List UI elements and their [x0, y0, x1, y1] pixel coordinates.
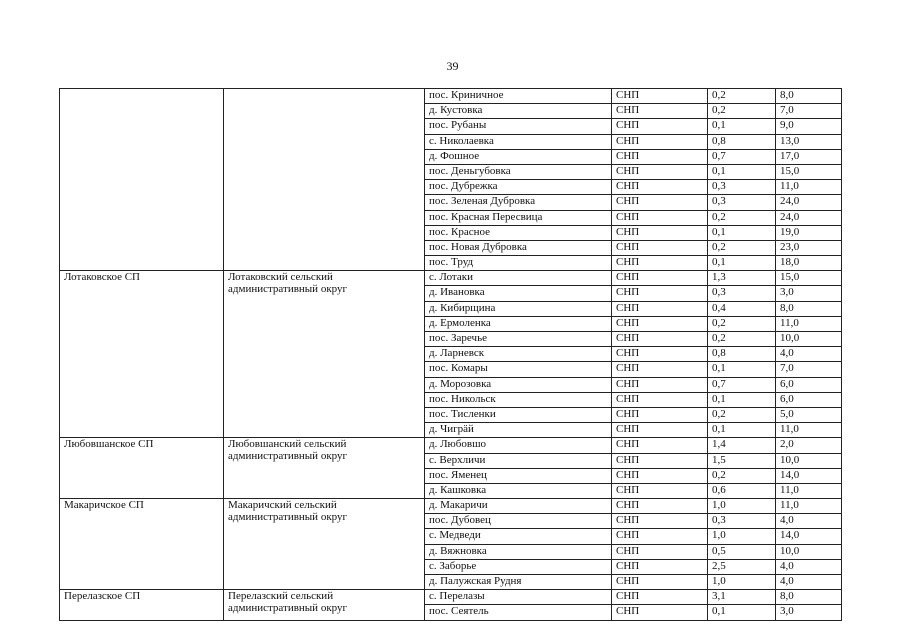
settlement-cell: Макаричское СП — [60, 499, 224, 590]
value-b-cell: 3,0 — [776, 605, 842, 620]
value-a-cell: 0,7 — [708, 149, 776, 164]
type-cell: СНП — [612, 149, 708, 164]
locality-cell: д. Кашковка — [425, 483, 612, 498]
value-a-cell: 0,7 — [708, 377, 776, 392]
district-cell — [224, 499, 425, 590]
value-b-cell: 15,0 — [776, 271, 842, 286]
type-cell: СНП — [612, 468, 708, 483]
type-cell: СНП — [612, 575, 708, 590]
settlement-cell: Перелазское СП — [60, 590, 224, 620]
value-a-cell: 0,1 — [708, 225, 776, 240]
type-cell: СНП — [612, 423, 708, 438]
value-b-cell: 8,0 — [776, 301, 842, 316]
value-a-cell: 1,0 — [708, 529, 776, 544]
value-a-cell: 0,2 — [708, 104, 776, 119]
value-a-cell: 0,8 — [708, 134, 776, 149]
locality-cell: с. Перелазы — [425, 590, 612, 605]
value-a-cell: 0,2 — [708, 407, 776, 422]
value-a-cell: 0,3 — [708, 286, 776, 301]
value-b-cell: 19,0 — [776, 225, 842, 240]
locality-cell: д. Любовшо — [425, 438, 612, 453]
locality-cell: д. Чигрäй — [425, 423, 612, 438]
value-b-cell: 3,0 — [776, 286, 842, 301]
type-cell: СНП — [612, 89, 708, 104]
type-cell: СНП — [612, 225, 708, 240]
value-b-cell: 10,0 — [776, 453, 842, 468]
district-line: Любовшанский сельский — [228, 438, 347, 451]
value-a-cell: 0,2 — [708, 316, 776, 331]
district-line: административный округ — [228, 450, 348, 463]
value-b-cell: 23,0 — [776, 240, 842, 255]
district-line: административный округ — [228, 511, 348, 524]
value-b-cell: 4,0 — [776, 347, 842, 362]
locality-cell: пос. Яменец — [425, 468, 612, 483]
value-a-cell: 0,8 — [708, 347, 776, 362]
value-b-cell: 24,0 — [776, 195, 842, 210]
value-a-cell: 0,1 — [708, 423, 776, 438]
locality-cell: пос. Дубовец — [425, 514, 612, 529]
locality-cell: пос. Красное — [425, 225, 612, 240]
value-b-cell: 7,0 — [776, 362, 842, 377]
settlements-table — [59, 88, 842, 621]
value-b-cell: 9,0 — [776, 119, 842, 134]
locality-cell: д. Ивановка — [425, 286, 612, 301]
value-a-cell: 0,3 — [708, 180, 776, 195]
district-cell — [224, 271, 425, 438]
value-b-cell: 8,0 — [776, 590, 842, 605]
value-a-cell: 3,1 — [708, 590, 776, 605]
locality-cell: д. Фошное — [425, 149, 612, 164]
type-cell: СНП — [612, 529, 708, 544]
value-a-cell: 0,3 — [708, 195, 776, 210]
locality-cell: д. Ермоленка — [425, 316, 612, 331]
district-line: административный округ — [228, 283, 348, 296]
locality-cell: д. Макаричи — [425, 499, 612, 514]
locality-cell: д. Кустовка — [425, 104, 612, 119]
value-a-cell: 0,2 — [708, 89, 776, 104]
value-b-cell: 18,0 — [776, 256, 842, 271]
locality-cell: пос. Криничное — [425, 89, 612, 104]
value-a-cell: 0,1 — [708, 119, 776, 134]
district-line: административный округ — [228, 602, 348, 615]
district-line: Макаричский сельский — [228, 499, 337, 512]
type-cell: СНП — [612, 559, 708, 574]
locality-cell: с. Лотаки — [425, 271, 612, 286]
value-b-cell: 10,0 — [776, 332, 842, 347]
value-a-cell: 0,4 — [708, 301, 776, 316]
settlement-cell: Лотаковское СП — [60, 271, 224, 438]
value-b-cell: 11,0 — [776, 423, 842, 438]
value-b-cell: 4,0 — [776, 514, 842, 529]
value-b-cell: 4,0 — [776, 575, 842, 590]
type-cell: СНП — [612, 164, 708, 179]
type-cell: СНП — [612, 377, 708, 392]
value-a-cell: 0,1 — [708, 256, 776, 271]
district-line: Перелазский сельский — [228, 590, 334, 603]
value-b-cell: 7,0 — [776, 104, 842, 119]
type-cell: СНП — [612, 347, 708, 362]
locality-cell: с. Заборье — [425, 559, 612, 574]
value-b-cell: 11,0 — [776, 316, 842, 331]
value-a-cell: 1,0 — [708, 575, 776, 590]
locality-cell: д. Вяжновка — [425, 544, 612, 559]
type-cell: СНП — [612, 407, 708, 422]
table-row — [60, 271, 842, 286]
type-cell: СНП — [612, 590, 708, 605]
locality-cell: д. Кибирщина — [425, 301, 612, 316]
value-a-cell: 0,2 — [708, 332, 776, 347]
type-cell: СНП — [612, 180, 708, 195]
value-b-cell: 14,0 — [776, 529, 842, 544]
locality-cell: д. Палужская Рудня — [425, 575, 612, 590]
value-b-cell: 24,0 — [776, 210, 842, 225]
value-b-cell: 6,0 — [776, 377, 842, 392]
type-cell: СНП — [612, 316, 708, 331]
type-cell: СНП — [612, 240, 708, 255]
value-b-cell: 2,0 — [776, 438, 842, 453]
value-a-cell: 0,2 — [708, 468, 776, 483]
value-a-cell: 1,5 — [708, 453, 776, 468]
locality-cell: с. Верхличи — [425, 453, 612, 468]
value-b-cell: 10,0 — [776, 544, 842, 559]
locality-cell: пос. Дубрежка — [425, 180, 612, 195]
locality-cell: пос. Сеятель — [425, 605, 612, 620]
locality-cell: пос. Красная Пересвица — [425, 210, 612, 225]
locality-cell: с. Медведи — [425, 529, 612, 544]
type-cell: СНП — [612, 271, 708, 286]
table-row — [60, 438, 842, 453]
type-cell: СНП — [612, 256, 708, 271]
locality-cell: пос. Комары — [425, 362, 612, 377]
type-cell: СНП — [612, 195, 708, 210]
value-a-cell: 0,2 — [708, 210, 776, 225]
value-b-cell: 13,0 — [776, 134, 842, 149]
value-b-cell: 15,0 — [776, 164, 842, 179]
type-cell: СНП — [612, 119, 708, 134]
locality-cell: пос. Тисленки — [425, 407, 612, 422]
locality-cell: пос. Заречье — [425, 332, 612, 347]
value-a-cell: 0,6 — [708, 483, 776, 498]
value-a-cell: 1,4 — [708, 438, 776, 453]
value-a-cell: 2,5 — [708, 559, 776, 574]
type-cell: СНП — [612, 483, 708, 498]
value-a-cell: 1,3 — [708, 271, 776, 286]
type-cell: СНП — [612, 286, 708, 301]
type-cell: СНП — [612, 544, 708, 559]
type-cell: СНП — [612, 499, 708, 514]
value-b-cell: 11,0 — [776, 180, 842, 195]
value-b-cell: 6,0 — [776, 392, 842, 407]
value-b-cell: 17,0 — [776, 149, 842, 164]
value-b-cell: 11,0 — [776, 499, 842, 514]
locality-cell: пос. Никольск — [425, 392, 612, 407]
type-cell: СНП — [612, 301, 708, 316]
type-cell: СНП — [612, 453, 708, 468]
type-cell: СНП — [612, 362, 708, 377]
locality-cell: пос. Рубаны — [425, 119, 612, 134]
value-a-cell: 0,1 — [708, 362, 776, 377]
district-cell — [224, 438, 425, 499]
settlement-cell — [60, 89, 224, 271]
type-cell: СНП — [612, 332, 708, 347]
locality-cell: пос. Труд — [425, 256, 612, 271]
table-row — [60, 590, 842, 605]
value-b-cell: 11,0 — [776, 483, 842, 498]
page-number: 39 — [446, 59, 459, 73]
district-line: Лотаковский сельский — [228, 271, 333, 284]
value-a-cell: 0,5 — [708, 544, 776, 559]
value-b-cell: 8,0 — [776, 89, 842, 104]
value-b-cell: 14,0 — [776, 468, 842, 483]
type-cell: СНП — [612, 514, 708, 529]
locality-cell: с. Николаевка — [425, 134, 612, 149]
value-a-cell: 0,1 — [708, 164, 776, 179]
value-b-cell: 4,0 — [776, 559, 842, 574]
value-a-cell: 0,1 — [708, 392, 776, 407]
locality-cell: д. Морозовка — [425, 377, 612, 392]
value-b-cell: 5,0 — [776, 407, 842, 422]
value-a-cell: 0,3 — [708, 514, 776, 529]
table-row — [60, 89, 842, 104]
locality-cell: пос. Зеленая Дубровка — [425, 195, 612, 210]
type-cell: СНП — [612, 210, 708, 225]
district-cell — [224, 590, 425, 620]
type-cell: СНП — [612, 605, 708, 620]
district-cell — [224, 89, 425, 271]
locality-cell: пос. Новая Дубровка — [425, 240, 612, 255]
value-a-cell: 1,0 — [708, 499, 776, 514]
locality-cell: д. Ларневск — [425, 347, 612, 362]
type-cell: СНП — [612, 438, 708, 453]
locality-cell: пос. Деньгубовка — [425, 164, 612, 179]
type-cell: СНП — [612, 104, 708, 119]
settlement-cell: Любовшанское СП — [60, 438, 224, 499]
value-a-cell: 0,2 — [708, 240, 776, 255]
value-a-cell: 0,1 — [708, 605, 776, 620]
type-cell: СНП — [612, 392, 708, 407]
table-row — [60, 499, 842, 514]
type-cell: СНП — [612, 134, 708, 149]
